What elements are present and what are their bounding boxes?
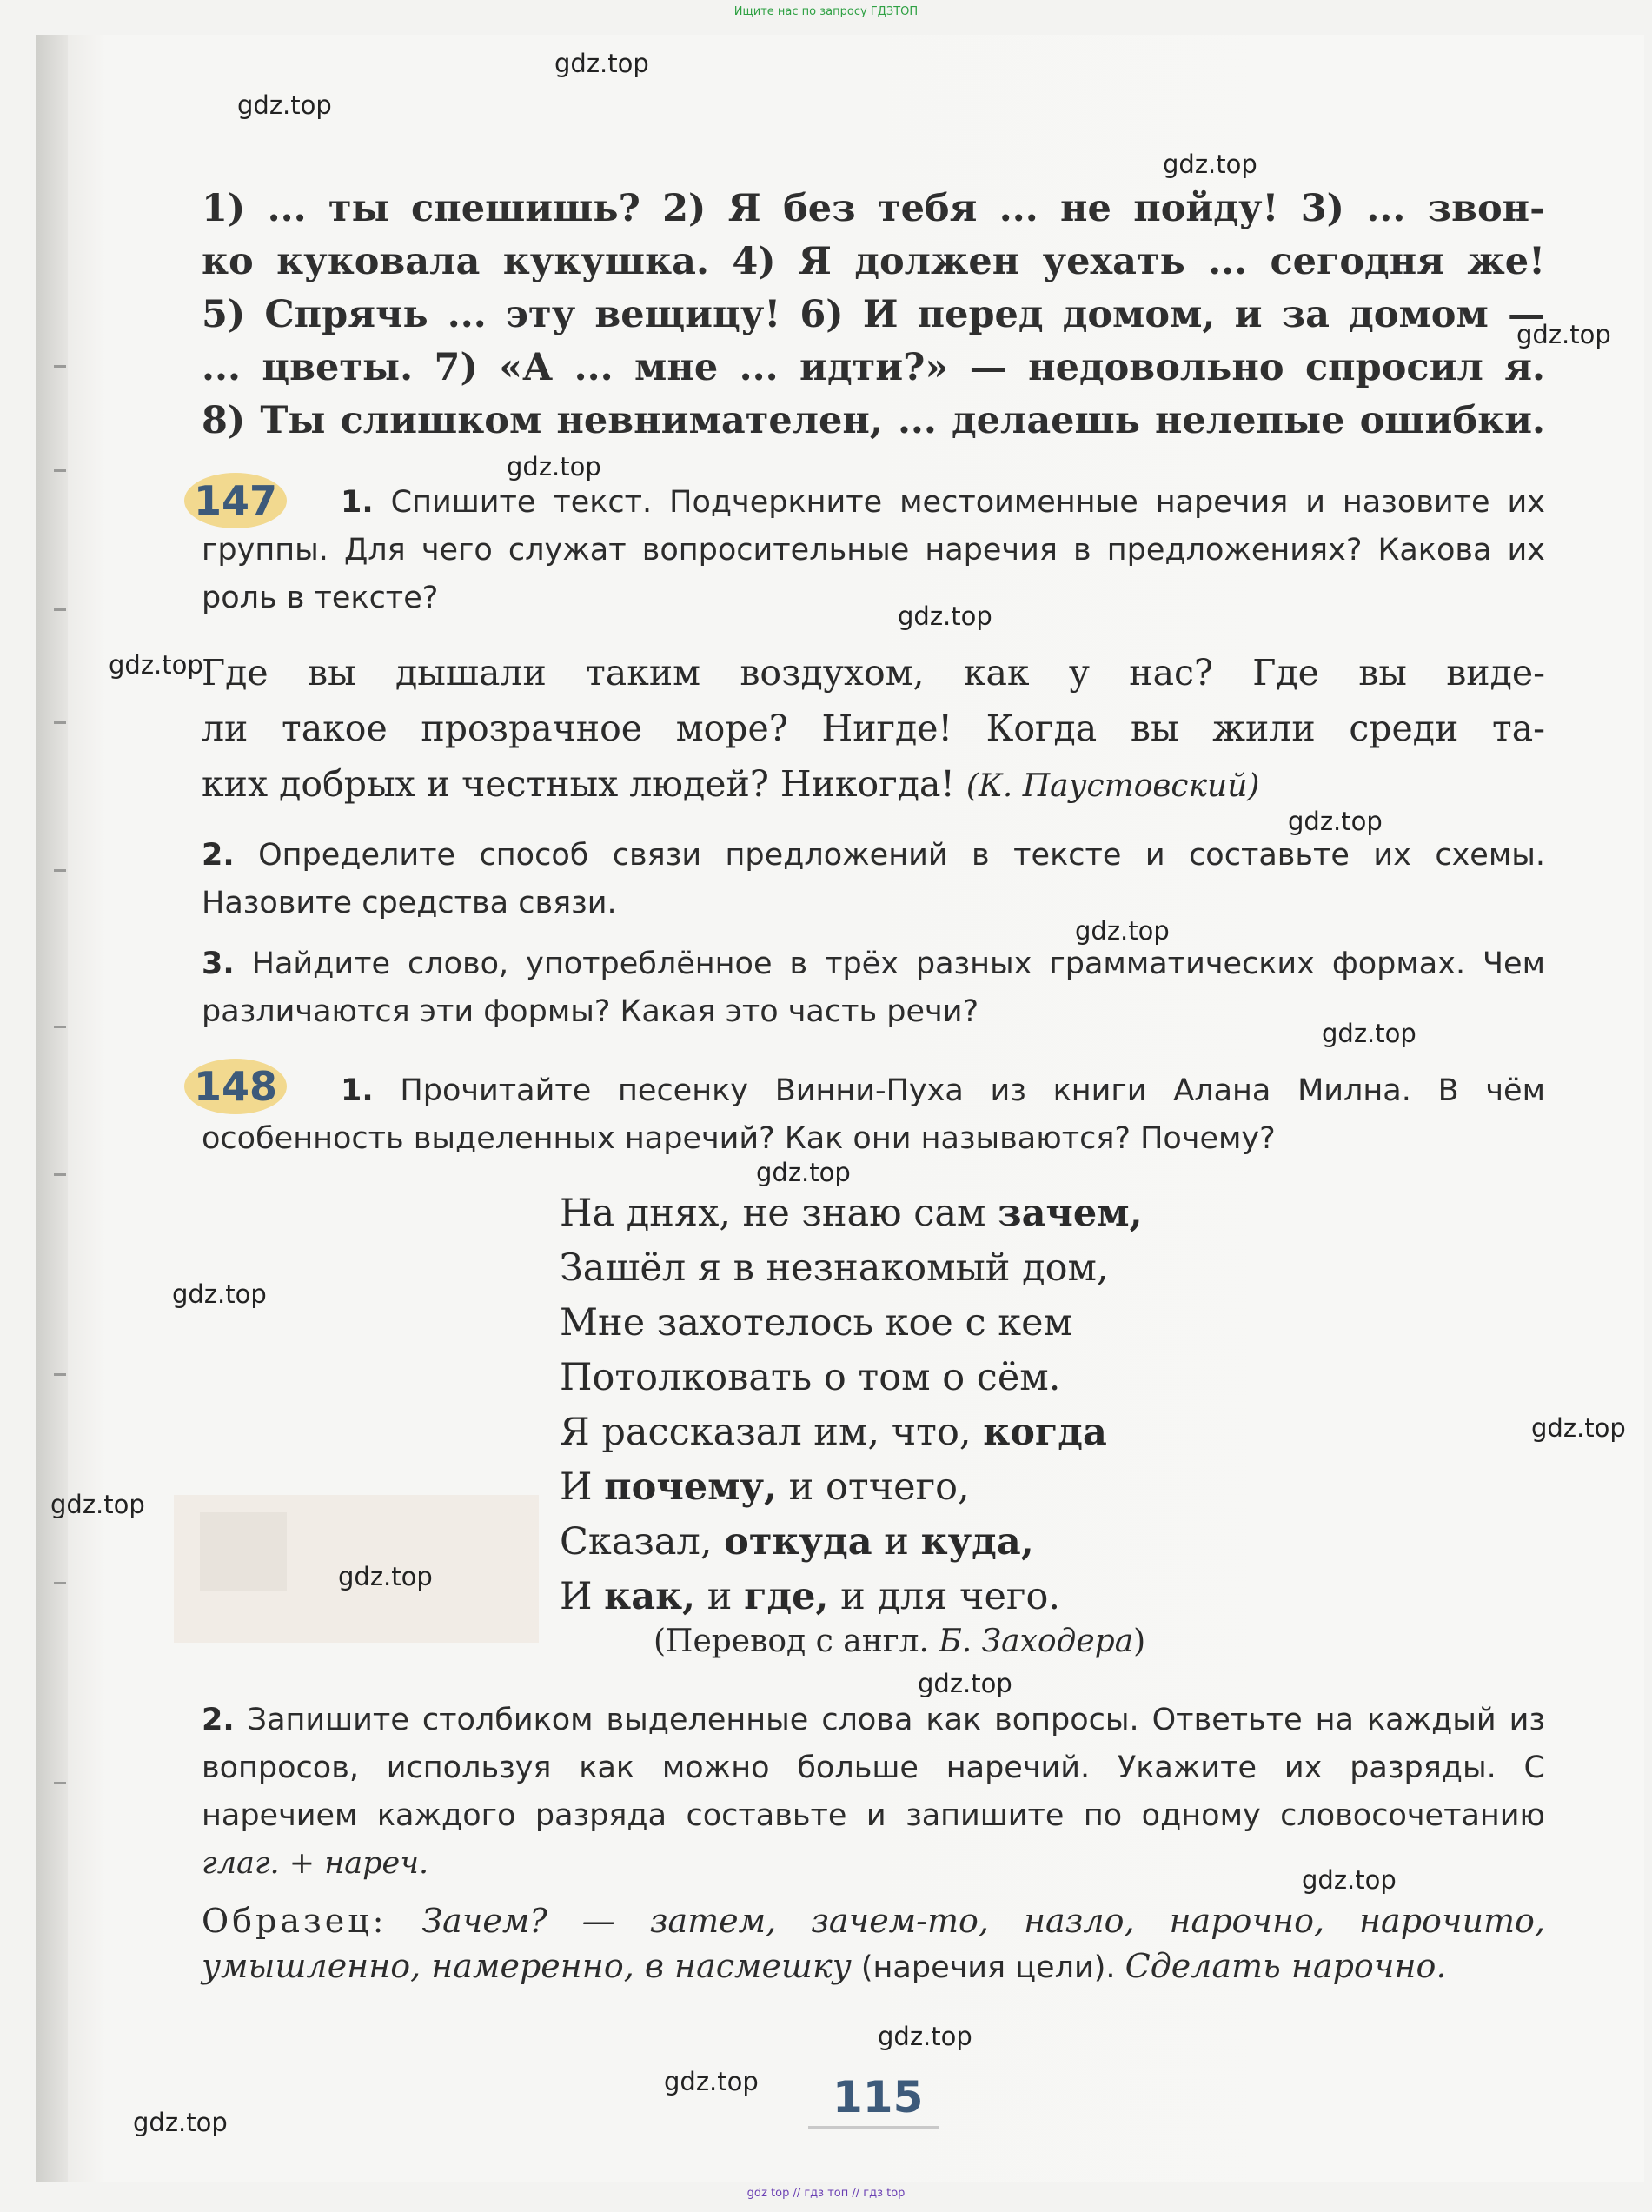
watermark: gdz.top (237, 90, 332, 120)
ex147-task1 (202, 479, 1545, 622)
poem-line: Мне захотелось кое с кем (560, 1301, 1073, 1345)
book-spine (36, 35, 68, 2182)
sample-note: (наречия цели). (851, 1950, 1125, 1985)
page-number: 115 (833, 2072, 924, 2122)
poem-text: Сказал, (560, 1520, 725, 1564)
poem-text: Я рассказал им, что, (560, 1411, 984, 1454)
task-number: 1. (341, 1073, 374, 1108)
text-line: ли такое прозрачное море? Нигде! Когда вы жили среди та- (202, 707, 1545, 749)
credit-text: (Перевод с англ. (654, 1624, 939, 1659)
text-line-last (202, 756, 1545, 814)
task-text: Найдите слово, употреблённое в трёх разных грамматических формах. Чем различаются эти формы? Какая это часть речи? (202, 947, 1545, 1029)
task-number: 1. (341, 485, 374, 520)
watermark: gdz.top (507, 452, 601, 482)
poem-text: И (560, 1465, 605, 1509)
text-line: Где вы дышали таким воздухом, как у нас? Где вы виде- (202, 652, 1545, 694)
poem-text: и (695, 1575, 745, 1618)
ex147-task2 (202, 832, 1545, 927)
highlighted-adverb: где, (744, 1575, 829, 1618)
watermark: gdz.top (918, 1669, 1012, 1698)
exercise-146-text (202, 183, 1545, 448)
watermark: gdz.top (664, 2067, 759, 2096)
highlighted-adverb: почему, (604, 1465, 778, 1509)
watermark: gdz.top (1322, 1019, 1416, 1048)
watermark: gdz.top (1302, 1865, 1397, 1895)
spine-stitch (54, 1026, 66, 1028)
poem-line (560, 1405, 1143, 1460)
watermark: gdz.top (1075, 916, 1170, 946)
spine-stitch (54, 608, 66, 611)
poem-line: Потолковать о том о сём. (560, 1356, 1061, 1399)
show-through-shading (200, 1512, 287, 1591)
text-line: 8) Ты слишком невнимателен, ... делаешь нелепые ошибки. (202, 399, 1545, 442)
poem (560, 1186, 1143, 1624)
author-name: (К. Паустовский) (965, 768, 1260, 804)
text-line: ких добрых и честных людей? Никогда! (202, 763, 955, 805)
watermark: gdz.top (898, 601, 992, 631)
credit-text: ) (1133, 1624, 1146, 1659)
highlighted-adverb: зачем, (998, 1192, 1143, 1235)
watermark: gdz.top (1288, 807, 1383, 836)
text-line: 1) ... ты спешишь? 2) Я без тебя ... не пойду! 3) ... звон- (202, 187, 1545, 230)
task-number: 2. (202, 1703, 235, 1737)
sample-tail: Сделать нарочно. (1125, 1947, 1447, 1985)
task-number: 2. (202, 838, 235, 873)
task-number: 3. (202, 947, 235, 981)
watermark: gdz.top (554, 49, 649, 78)
ex148-sample (202, 1898, 1545, 1990)
sample-label: Образец: (202, 1902, 388, 1940)
watermark: gdz.top (133, 2108, 228, 2137)
watermark: gdz.top (1531, 1413, 1626, 1443)
poem-text: и (872, 1520, 921, 1564)
poem-line: Зашёл я в незнакомый дом, (560, 1246, 1109, 1290)
translation-credit (654, 1624, 1145, 1659)
spine-stitch (54, 365, 66, 368)
watermark: gdz.top (172, 1279, 267, 1309)
task-text: Прочитайте песенку Винни-Пуха из книги Алана Милна. В чём особенность выделенных наречий? Как они называются? Почему? (202, 1073, 1545, 1156)
poem-line (560, 1460, 1143, 1515)
spine-stitch (54, 469, 66, 472)
formula: глаг. + нареч. (202, 1846, 429, 1881)
ex148-task1 (202, 1067, 1545, 1163)
text-line: ко куковала кукушка. 4) Я должен уехать ... сегодня же! (202, 240, 1545, 283)
highlighted-adverb: откуда (724, 1520, 872, 1564)
watermark: gdz.top (1516, 320, 1611, 349)
page-number-underline (808, 2126, 939, 2129)
poem-line (560, 1186, 1143, 1241)
watermark: gdz.top (878, 2022, 972, 2051)
watermark: gdz.top (109, 650, 203, 680)
watermark: gdz.top (50, 1490, 145, 1519)
exercise-number-badge: 148 (184, 1059, 287, 1114)
text-line: 5) Спрячь ... эту вещицу! 6) И перед домом, и за домом — (202, 293, 1545, 336)
spine-stitch (54, 1582, 66, 1584)
ex147-text (202, 645, 1545, 814)
spine-stitch (54, 869, 66, 872)
poem-text: И (560, 1575, 605, 1618)
spine-stitch (54, 1782, 66, 1784)
watermark: gdz.top (756, 1158, 851, 1187)
ex148-task2 (202, 1697, 1545, 1888)
spine-stitch (54, 721, 66, 724)
text-line: ... цветы. 7) «А ... мне ... идти?» — недовольно спросил я. (202, 346, 1545, 389)
translator-name: Б. Заходера (939, 1624, 1134, 1659)
highlighted-adverb: когда (983, 1411, 1107, 1454)
poem-line (560, 1515, 1143, 1570)
highlighted-adverb: как, (604, 1575, 696, 1618)
watermark: gdz.top (338, 1562, 433, 1591)
top-note: Ищите нас по запросу ГДЗТОП (733, 5, 919, 18)
task-text: Определите способ связи предложений в тексте и составьте их схемы. Назовите средства связи. (202, 838, 1545, 920)
sample-text: Зачем? — затем, зачем-то, назло, нарочно, нарочито, умышленно, намеренно, в насмешку (202, 1902, 1545, 1985)
highlighted-adverb: куда, (920, 1520, 1034, 1564)
spine-stitch (54, 1173, 66, 1176)
poem-text: и для чего. (828, 1575, 1061, 1618)
poem-line (560, 1570, 1143, 1624)
poem-text: и отчего, (777, 1465, 970, 1509)
task-text: Спишите текст. Подчеркните местоименные наречия и назовите их группы. Для чего служат вопросительные наречия в предложениях? Какова их роль в тексте? (202, 485, 1545, 615)
task-text: Запишите столбиком выделенные слова как вопросы. Ответьте на каждый из вопросов, используя как можно больше наречий. Укажите их разряды. С наречием каждого разряда составьте и запишите по одному словосочетанию (202, 1703, 1545, 1833)
spine-stitch (54, 1373, 66, 1376)
poem-text: На днях, не знаю сам (560, 1192, 998, 1235)
watermark: gdz.top (1163, 149, 1257, 179)
exercise-number-badge: 147 (184, 473, 287, 528)
bottom-note: gdz top // гдз топ // гдз top (746, 2187, 906, 2200)
